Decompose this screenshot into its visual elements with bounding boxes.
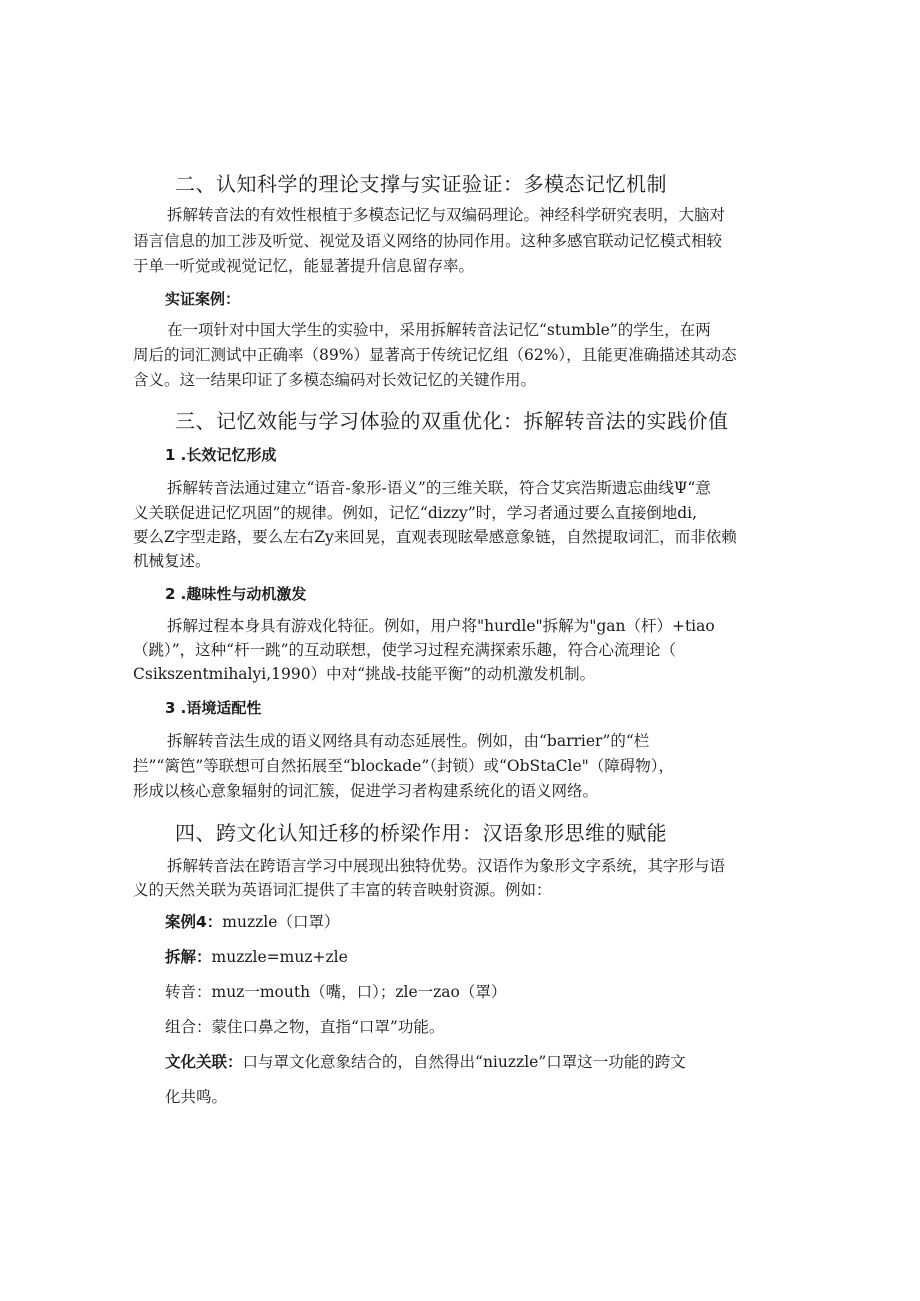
case4-word: muzzle（口罩） [222,913,340,931]
section3-heading: 三、记忆效能与学习体验的双重优化：拆解转音法的实践价值 [175,409,729,433]
section2-case-label: 实证案例： [165,290,241,308]
case4-label: 案例4： [165,913,223,931]
case4-combine: 组合：蒙住口鼻之物，直指“口罩”功能。 [165,1018,445,1036]
section2-para2-line2: 周后的词汇测试中正确率（89%）显著高于传统记忆组（62%），且能更准确描述其动态 [133,346,737,364]
case4-culture-text: 口与罩文化意象结合的，自然得出“niuzzle”口罩这一功能的跨文 [242,1053,686,1071]
case4-split-label: 拆解： [165,948,212,966]
section3-sub2: 2 .趣味性与动机激发 [165,585,307,603]
case4-split [165,947,348,967]
section3-para1-line3: 要么Z字型走路，要么左右Zy来回晃，直观表现眩晕感意象链，自然提取词汇，而非依赖 [133,528,737,546]
section3-para2-line1: 拆解过程本身具有游戏化特征。例如，用户将"hurdle"拆解为"gan（杆）+tiao [167,617,715,635]
case4-culture-label: 文化关联： [165,1053,243,1071]
case4-title [165,912,339,932]
section2-para2-line3: 含义。这一结果印证了多模态编码对长效记忆的关键作用。 [133,371,537,389]
section4-heading: 四、跨文化认知迁移的桥梁作用：汉语象形思维的赋能 [175,821,667,845]
section3-sub1: 1 .长效记忆形成 [165,446,277,464]
case4-sound: 转音：muz一mouth（嘴，口）；zle一zao（罩） [165,983,507,1001]
case4-split-value: muzzle=muz+zle [211,948,348,966]
case4-culture-line2: 化共鸣。 [165,1088,228,1106]
section4-para1-line2: 义的天然关联为英语词汇提供了丰富的转音映射资源。例如： [133,881,552,899]
section3-para2-line2: （跳）”，这种“杆一跳”的互动联想，使学习过程充满探索乐趣，符合心流理论（ [133,641,677,659]
section3-para3-line1: 拆解转音法生成的语义网络具有动态延展性。例如，由“barrier”的“栏 [167,732,650,750]
section2-para2-line1: 在一项针对中国大学生的实验中，采用拆解转音法记忆“stumble”的学生，在两 [167,321,711,339]
section3-para3-line2: 拦”“篱笆”等联想可自然拓展至“blockade”（封锁）或“ObStaCle"（障碍物）， [133,757,675,775]
section3-para1-line4: 机械复述。 [133,552,211,570]
section2-para1-line1: 拆解转音法的有效性根植于多模态记忆与双编码理论。神经科学研究表明，大脑对 [167,206,726,224]
section2-heading: 二、认知科学的理论支撑与实证验证：多模态记忆机制 [175,172,667,196]
section4-para1-line1: 拆解转音法在跨语言学习中展现出独特优势。汉语作为象形文字系统，其字形与语 [167,857,726,875]
case4-culture [165,1052,686,1072]
section3-para3-line3: 形成以核心意象辐射的词汇簇，促进学习者构建系统化的语义网络。 [133,782,599,800]
section2-para1-line3: 于单一听觉或视觉记忆，能显著提升信息留存率。 [133,257,475,275]
section3-para2-line3: Csikszentmihalyi,1990）中对“挑战-技能平衡”的动机激发机制。 [133,665,596,683]
section3-para1-line1: 拆解转音法通过建立“语音-象形-语义”的三维关联，符合艾宾浩斯遗忘曲线Ψ“意 [167,479,711,497]
section3-sub3: 3 .语境适配性 [165,699,262,717]
section3-para1-line2: 义关联促进记忆巩固”的规律。例如，记忆“dizzy”时，学习者通过要么直接倒地di, [133,504,698,522]
section2-para1-line2: 语言信息的加工涉及听觉、视觉及语义网络的协同作用。这种多感官联动记忆模式相较 [133,232,723,250]
